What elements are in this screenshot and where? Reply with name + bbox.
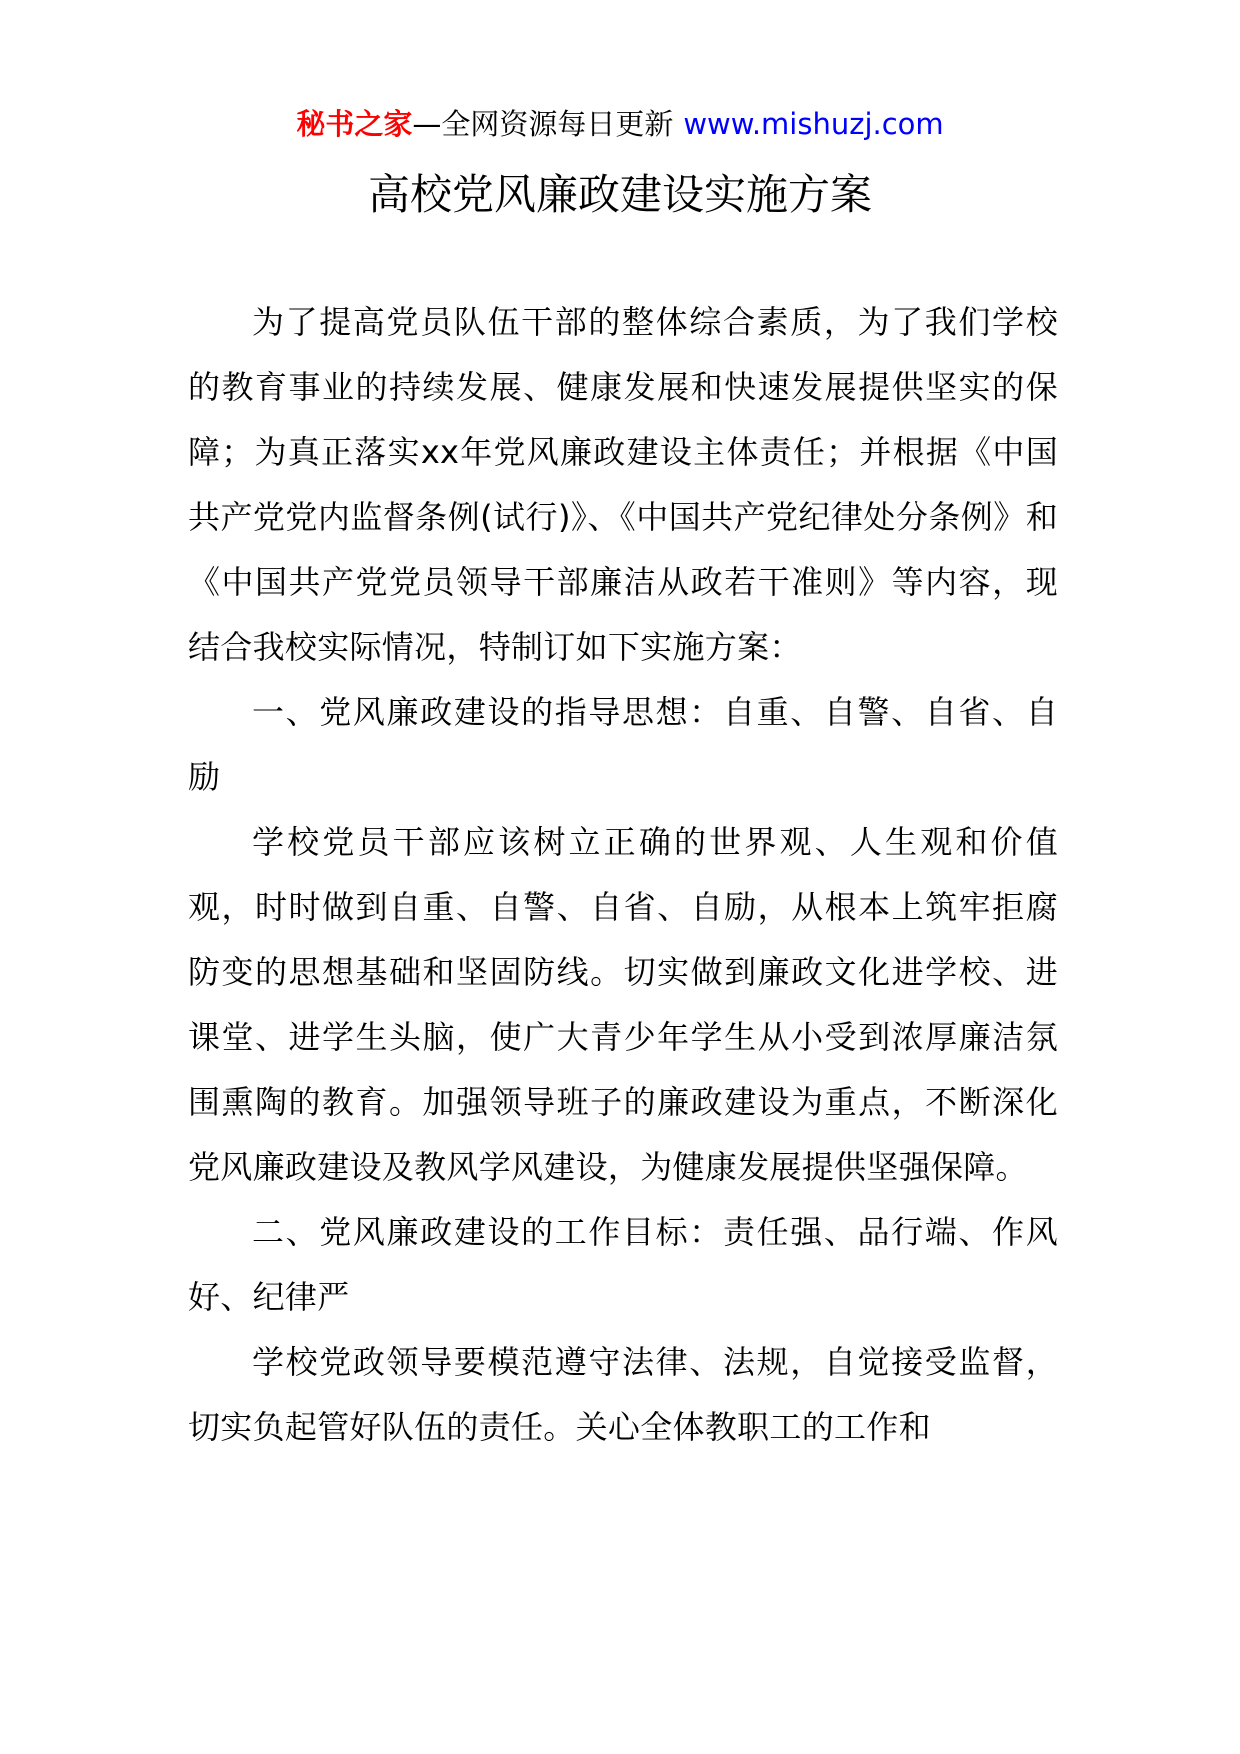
document-title: 高校党风廉政建设实施方案 [367,170,872,219]
site-tagline: —全网资源每日更新 [412,107,674,141]
section-heading-1: 一、党风廉政建设的指导思想：自重、自警、自省、自励 [188,693,1058,796]
site-url[interactable]: www.mishuzj.com [683,107,944,141]
section-heading-2: 二、党风廉政建设的工作目标：责任强、品行端、作风好、纪律严 [188,1213,1058,1316]
document-body [188,290,1058,1460]
paragraph-intro: 为了提高党员队伍干部的整体综合素质，为了我们学校的教育事业的持续发展、健康发展和快速发展提供坚实的保障；为真正落实xx年党风廉政建设主体责任；并根据《中国共产党党内监督条例(试行)》、《中国共产党纪律处分条例》和《中国共产党党员领导干部廉洁从政若干准则》等内容，现结合我校实际情况，特制订如下实施方案： [188,303,1058,666]
paragraph-section-1: 学校党员干部应该树立正确的世界观、人生观和价值观，时时做到自重、自警、自省、自励，从根本上筑牢拒腐防变的思想基础和坚固防线。切实做到廉政文化进学校、进课堂、进学生头脑，使广大青少年学生从小受到浓厚廉洁氛围熏陶的教育。加强领导班子的廉政建设为重点，不断深化党风廉政建设及教风学风建设，为健康发展提供坚强保障。 [188,823,1058,1186]
site-banner [0,104,1240,144]
site-brand: 秘书之家 [296,107,413,141]
paragraph-section-2: 学校党政领导要模范遵守法律、法规，自觉接受监督，切实负起管好队伍的责任。关心全体教职工的工作和 [188,1343,1058,1446]
